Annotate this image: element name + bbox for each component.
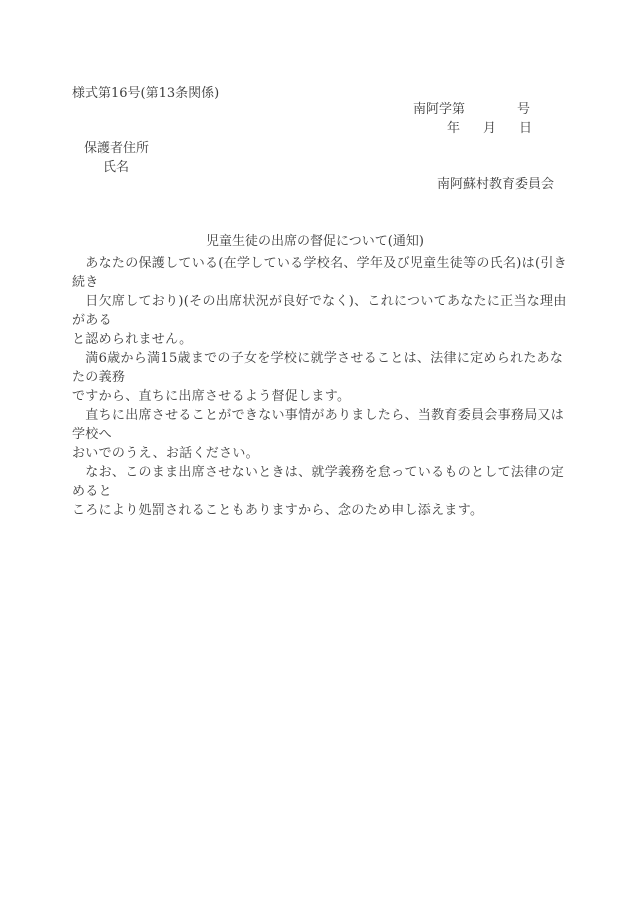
doc-number-suffix: 号 xyxy=(517,102,531,117)
body-line: なお、このまま出席させないときは、就学義務を怠っているものとして法律の定めると xyxy=(72,465,565,499)
document-body xyxy=(72,254,572,520)
form-number: 様式第16号(第13条関係) xyxy=(72,86,220,101)
body-line: ころにより処罰されることもありますから、念のため申し添えます。 xyxy=(72,503,484,518)
doc-number-prefix: 南阿学第 xyxy=(413,102,466,117)
body-line: あなたの保護している(在学している学校名、学年及び児童生徒等の氏名)は(引き続き xyxy=(72,256,567,290)
body-line: 満6歳から満15歳までの子女を学校に就学させることは、法律に定められたあなたの義務 xyxy=(72,351,564,385)
body-line: おいでのうえ、お話ください。 xyxy=(72,446,259,461)
date-day-label: 日 xyxy=(519,121,533,136)
body-line: と認められません。 xyxy=(72,332,193,347)
body-line: 直ちに出席させることができない事情がありましたら、当教育委員会事務局又は学校へ xyxy=(72,408,565,442)
date-year-label: 年 xyxy=(447,121,461,136)
guardian-name-label: 氏名 xyxy=(103,160,130,175)
date-month-label: 月 xyxy=(483,121,497,136)
document-title: 児童生徒の出席の督促について(通知) xyxy=(206,234,424,249)
body-line: 日欠席しており)(その出席状況が良好でなく)、これについてあなたに正当な理由がある xyxy=(72,294,567,328)
body-line: ですから、直ちに出席させるよう督促します。 xyxy=(72,389,351,404)
issuer-name: 南阿蘇村教育委員会 xyxy=(437,177,555,192)
guardian-address-label: 保護者住所 xyxy=(84,141,150,156)
